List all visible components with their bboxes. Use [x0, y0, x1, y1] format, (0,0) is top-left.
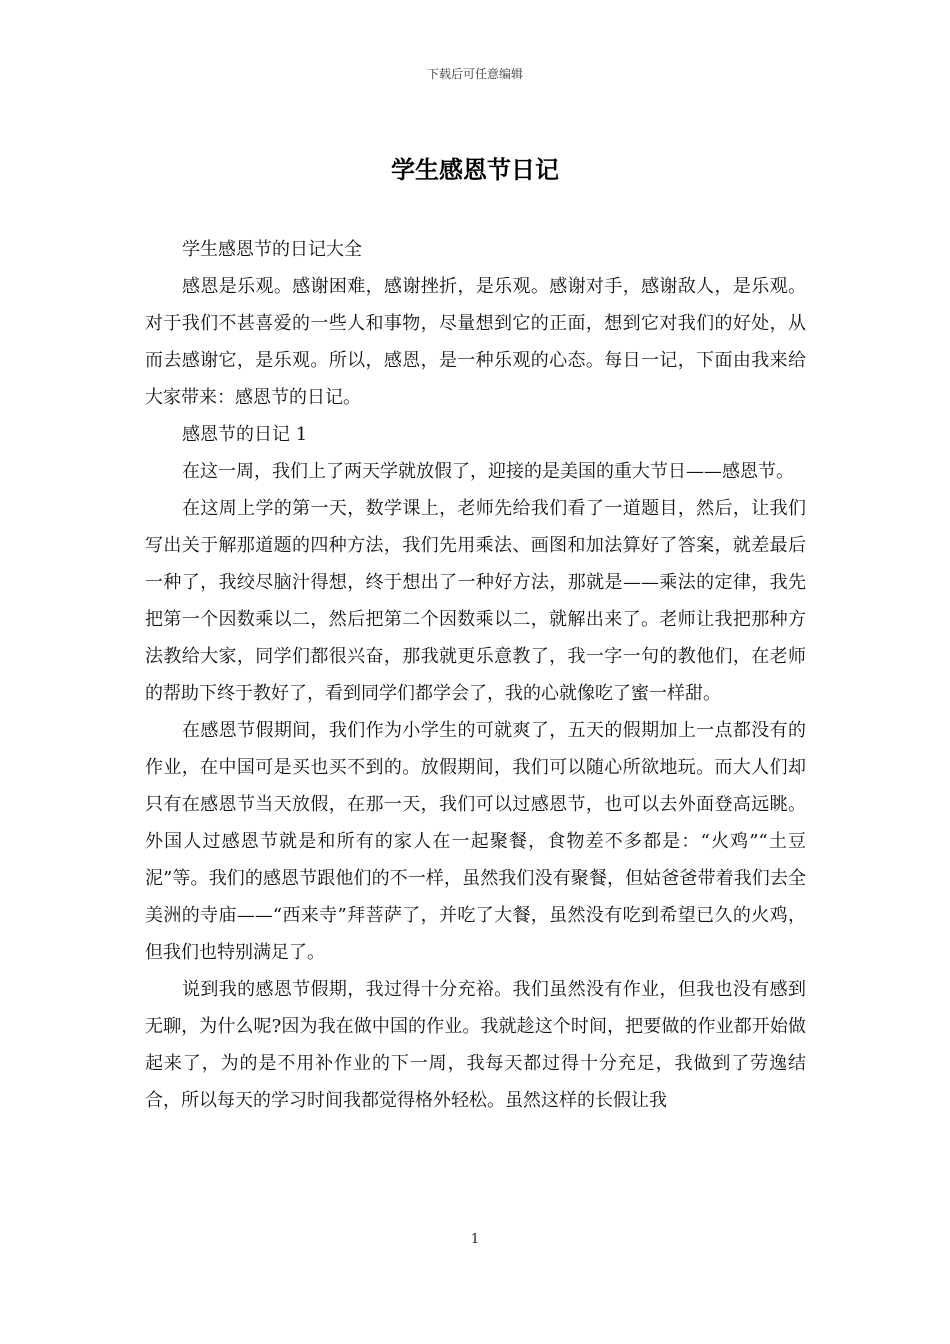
document-title: 学生感恩节日记: [391, 155, 559, 184]
header-note: 下载后可任意编辑: [426, 67, 523, 81]
body-paragraph: 说到我的感恩节假期，我过得十分充裕。我们虽然没有作业，但我也没有感到无聊，为什么呢?因为我在做中国的作业。我就趁这个时间，把要做的作业都开始做起来了，为的是不用补作业的下一周，我每天都过得十分充足，我做到了劳逸结合，所以每天的学习时间我都觉得格外轻松。虽然这样的长假让我: [145, 979, 806, 1111]
document-body: [145, 231, 806, 1119]
section-heading: 感恩节的日记 1: [182, 424, 308, 445]
body-paragraph: 在这周上学的第一天，数学课上，老师先给我们看了一道题目，然后，让我们写出关于解那道题的四种方法，我们先用乘法、画图和加法算好了答案，就差最后一种了，我绞尽脑汁得想，终于想出了一种好方法，那就是——乘法的定律，我先把第一个因数乘以二，然后把第二个因数乘以二，就解出来了。老师让我把那种方法教给大家，同学们都很兴奋，那我就更乐意教了，我一字一句的教他们，在老师的帮助下终于教好了，看到同学们都学会了，我的心就像吃了蜜一样甜。: [145, 498, 806, 704]
subtitle-paragraph: 学生感恩节的日记大全: [182, 239, 362, 260]
intro-paragraph: 感恩是乐观。感谢困难，感谢挫折，是乐观。感谢对手，感谢敌人，是乐观。对于我们不甚喜爱的一些人和事物，尽量想到它的正面，想到它对我们的好处，从而去感谢它，是乐观。所以，感恩，是一种乐观的心态。每日一记，下面由我来给大家带来：感恩节的日记。: [145, 276, 806, 408]
body-paragraph: 在这一周，我们上了两天学就放假了，迎接的是美国的重大节日——感恩节。: [182, 461, 794, 482]
page-number: 1: [470, 1232, 480, 1247]
body-paragraph: 在感恩节假期间，我们作为小学生的可就爽了，五天的假期加上一点都没有的作业，在中国可是买也买不到的。放假期间，我们可以随心所欲地玩。而大人们却只有在感恩节当天放假，在那一天，我们可以过感恩节，也可以去外面登高远眺。外国人过感恩节就是和所有的家人在一起聚餐，食物差不多都是：“火鸡”“土豆泥”等。我们的感恩节跟他们的不一样，虽然我们没有聚餐，但姑爸爸带着我们去全美洲的寺庙——“西来寺”拜菩萨了，并吃了大餐，虽然没有吃到希望已久的火鸡，但我们也特别满足了。: [145, 720, 806, 963]
